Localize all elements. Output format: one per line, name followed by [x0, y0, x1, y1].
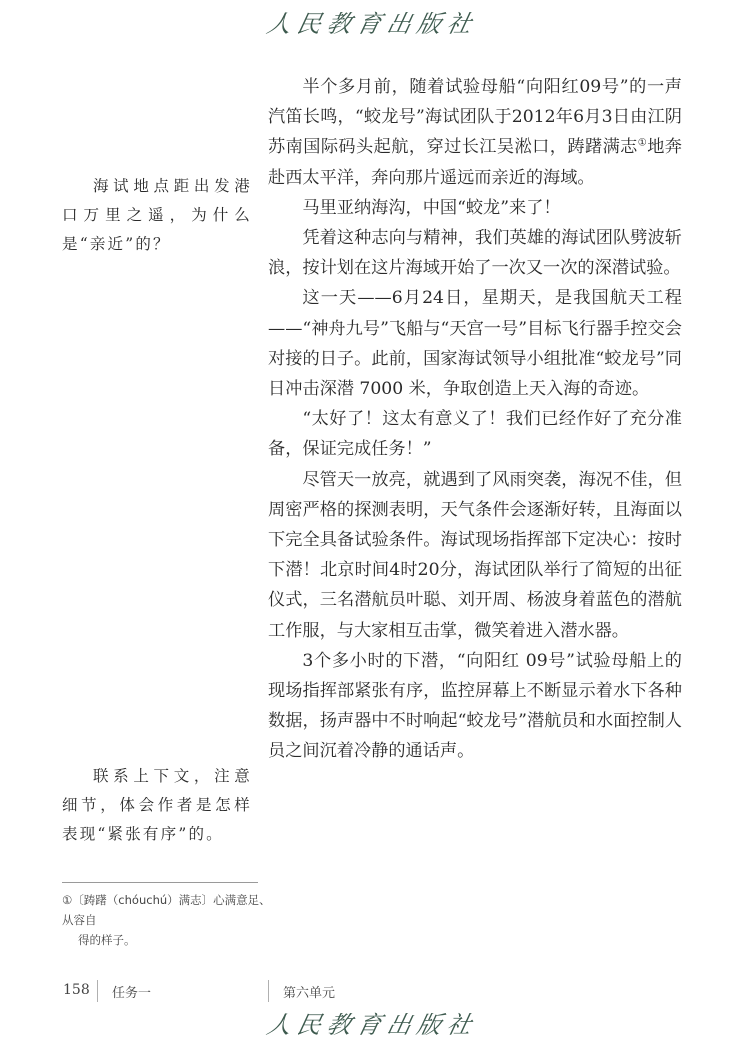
paragraph-text: 半个多月前，随着试验母船“向阳红09号”的一声汽笛长鸣，“蛟龙号”海试团队于2012年6月3日由江阴苏南国际码头起航，穿过长江吴淞口，踌躇满志	[268, 77, 682, 158]
side-note-text: 联系上下文，注意细节，体会作者是怎样表现“紧张有序”的。	[62, 767, 252, 843]
paragraph-1	[268, 72, 682, 193]
paragraph-6: 尽管天一放亮，就遇到了风雨突袭，海况不佳，但周密严格的探测表明，天气条件会逐渐好转，且海面以下完全具备试验条件。海试现场指挥部下定决心：按时下潜！北京时间4时20分，海试团队举行了简短的出征仪式，三名潜航员叶聪、刘开周、杨波身着蓝色的潜航工作服，与大家相互击掌，微笑着进入潜水器。	[268, 469, 682, 641]
footer-unit-label: 第六单元	[283, 986, 336, 1001]
footer-task-label: 任务一	[112, 986, 152, 1001]
side-note-question-1	[62, 172, 252, 259]
footer-separator	[97, 980, 98, 1002]
paragraph-4: 这一天——6月24日，星期天，是我国航天工程——“神舟九号”飞船与“天宫一号”目标飞行器手控交会对接的日子。此前，国家海试领导小组批准“蛟龙号”同日冲击深潜 7000 米，争取创造上天入海的奇迹。	[268, 288, 682, 400]
side-note-text: 海试地点距出发港口万里之遥，为什么是“亲近”的？	[62, 177, 252, 253]
publisher-logo-top: 人民教育出版社	[264, 10, 481, 38]
footnote-line-2: 得的样子。	[78, 933, 136, 947]
paragraph-3: 凭着这种志向与精神，我们英雄的海试团队劈波斩浪，按计划在这片海域开始了一次又一次的深潜试验。	[268, 228, 682, 279]
footnote	[62, 890, 272, 950]
footnote-divider	[62, 882, 258, 883]
page-footer	[0, 980, 739, 1004]
side-note-question-2	[62, 762, 252, 849]
footnote-ref-1[interactable]: ①	[637, 137, 648, 149]
main-text-column	[268, 72, 682, 767]
footer-separator	[268, 980, 269, 1002]
footnote-line-1: 〔踌躇（chóuchú）满志〕心满意足、从容自	[62, 893, 271, 927]
paragraph-5: “太好了！这太有意义了！我们已经作好了充分准备，保证完成任务！”	[268, 409, 682, 460]
page-number: 158	[63, 982, 90, 998]
paragraph-7: 3个多小时的下潜，“向阳红 09号”试验母船上的现场指挥部紧张有序，监控屏幕上不断显示着水下各种数据，扬声器中不时响起“蛟龙号”潜航员和水面控制人员之间沉着冷静的通话声。	[268, 650, 682, 762]
paragraph-text: 地奔赴西太平洋，奔向那片遥远而亲近的海域。	[268, 137, 682, 188]
footnote-marker: ①	[62, 893, 73, 907]
paragraph-2: 马里亚纳海沟，中国“蛟龙”来了！	[302, 197, 561, 218]
publisher-logo-bottom: 人民教育出版社	[264, 1011, 481, 1039]
